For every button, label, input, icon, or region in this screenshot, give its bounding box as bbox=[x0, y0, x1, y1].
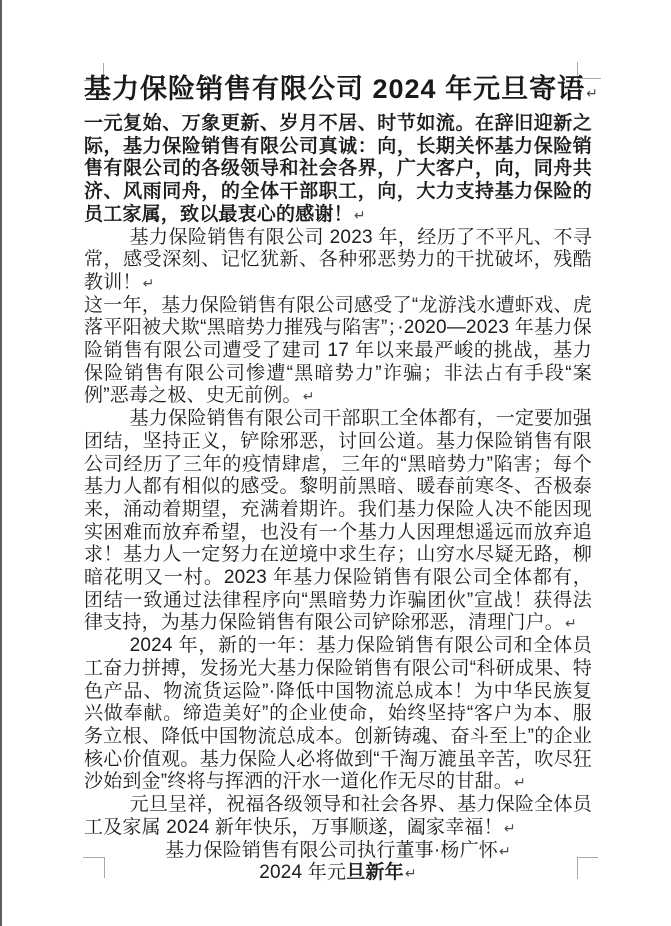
date-line bbox=[84, 862, 592, 885]
window-edge-line bbox=[0, 0, 2, 926]
date-line-bold-text: 旦新年 bbox=[346, 862, 404, 884]
paragraph-intro bbox=[84, 113, 592, 227]
paragraph-mark-icon: ↵ bbox=[353, 206, 366, 223]
paragraph-mark-icon: ↵ bbox=[503, 819, 516, 836]
signature-line bbox=[84, 840, 592, 863]
paragraph-text: 这一年，基力保险销售有限公司感受了“龙游浅水遭虾戏、虎落平阳被犬欺“黑暗势力摧残与陷害”；·2020—2023 年基力保险销售有限公司遭受了建司 17 年以来最严峻的挑战，基力保险销售有限公司惨遭“黑暗势力”诈骗；非法占有手段“案例”恶毒之极、史无前例。 bbox=[84, 294, 592, 407]
paragraph-mark-icon: ↵ bbox=[499, 842, 511, 859]
paragraph-mark-icon: ↵ bbox=[513, 774, 526, 791]
paragraph-mark-icon: ↵ bbox=[302, 388, 315, 405]
paragraph-text: 元旦呈祥，祝福各级领导和社会各界、基力保险全体员工及家属 2024 新年快乐，万事顺遂，阖家幸福！ bbox=[84, 794, 592, 838]
paragraph-text: 2024 年，新的一年：基力保险销售有限公司和全体员工奋力拼搏，发扬光大基力保险销售有限公司“科研成果、特色产品、物流货运险”·降低中国物流总成本！为中华民族复兴做奉献。缔造美好”的企业使命，始终坚持“客户为本、服务立根、降低中国物流总成本。创新铸魂、奋斗至上”的企业核心价值观。基力保险人必将做到“千淘万漉虽辛苦，吹尽狂沙始到金”终将与挥洒的汗水一道化作无尽的甘甜。 bbox=[84, 635, 592, 793]
document-body bbox=[84, 72, 599, 885]
document-title-text: 基力保险销售有限公司 2024 年元旦寄语 bbox=[84, 74, 586, 104]
paragraph-this-year bbox=[84, 295, 592, 409]
paragraph-new-year-wishes bbox=[84, 794, 592, 839]
paragraph-text: 一元复始、万象更新、岁月不居、时节如流。在辞旧迎新之际，基力保险销售有限公司真诚：向，长期关怀基力保险销售有限公司的各级领导和社会各界，广大客户，向，同舟共济、风雨同舟，的全体干部职工，向，大力支持基力保险的员工家属，致以最衷心的感谢！ bbox=[84, 113, 592, 225]
date-line-normal-text: 2024 年元 bbox=[259, 862, 347, 884]
paragraph-mark-icon: ↵ bbox=[565, 615, 577, 632]
paragraph-mark-icon: ↵ bbox=[142, 274, 155, 291]
paragraph-2024-outlook bbox=[84, 635, 592, 794]
paragraph-mark-icon: ↵ bbox=[586, 85, 599, 101]
paragraph-text: 基力保险销售有限公司 2023 年，经历了不平凡、不寻常，感受深刻、记忆犹新、各种邪恶势力的干扰破坏，残酷教训！ bbox=[84, 226, 592, 293]
paragraph-text: 基力保险销售有限公司干部职工全体都有，一定要加强团结，坚持正义，铲除邪恶，讨回公道。基力保险销售有限公司经历了三年的疫情肆虐，三年的“黑暗势力”陷害；每个基力人都有相似的感受。黎明前黑暗、暖春前寒冬、否极泰来，涌动着期望，充满着期许。我们基力保险人决不能因现实困难而放弃希望，也没有一个基力人因理想遥远而放弃追求！基力人一定努力在逆境中求生存；山穷水尽疑无路，柳暗花明又一村。2023 年基力保险销售有限公司全体都有，团结一致通过法律程序向“黑暗势力诈骗团伙”宣战！获得法律支持，为基力保险销售有限公司铲除邪恶，清理门户。 bbox=[84, 408, 592, 634]
signature-text: 基力保险销售有限公司执行董事·杨广怀 bbox=[165, 839, 498, 861]
paragraph-staff-unity bbox=[84, 408, 592, 635]
document-title bbox=[84, 72, 599, 110]
paragraph-2023-review bbox=[84, 227, 592, 295]
paragraph-mark-icon: ↵ bbox=[404, 865, 417, 882]
